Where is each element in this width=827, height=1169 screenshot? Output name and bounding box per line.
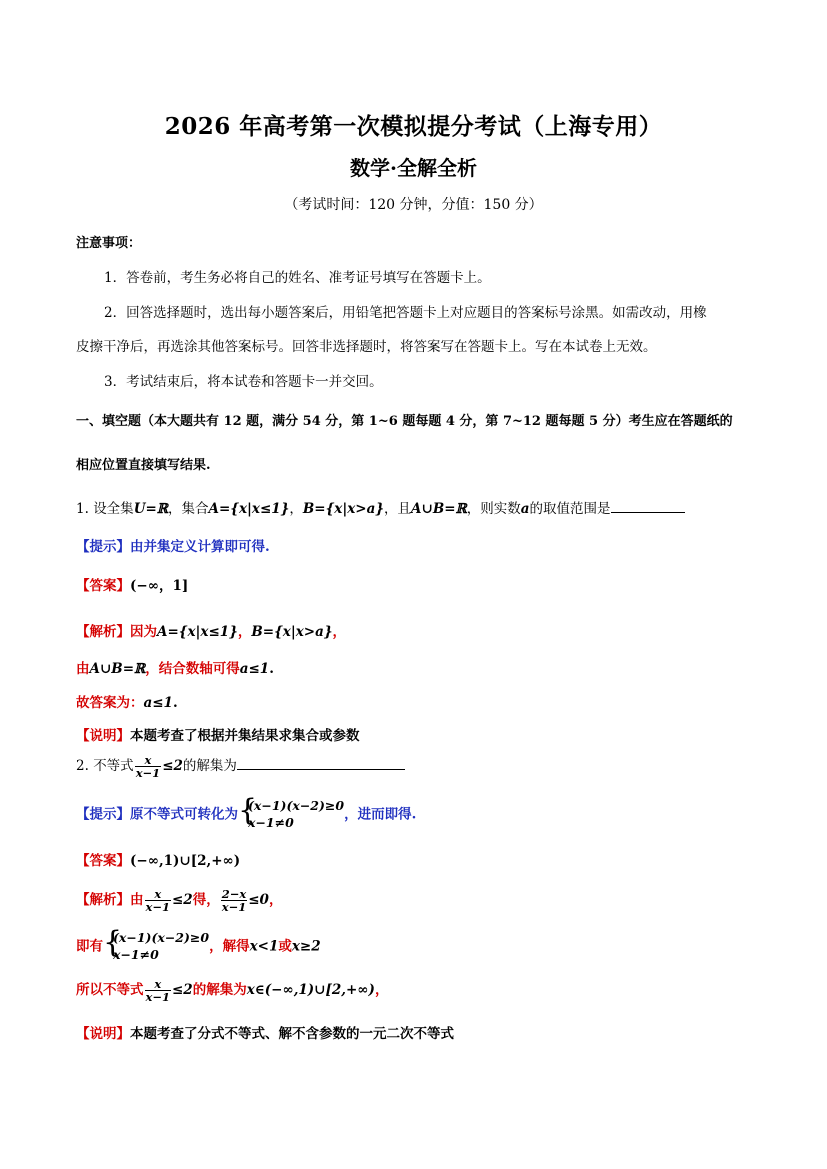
q1-math-var: a [520,501,530,517]
q2-analysis-text: ，解得 [209,938,250,955]
exam-meta: （考试时间：120 分钟，分值：150 分） [284,197,543,213]
q2-hint-system [238,793,345,832]
q2-analysis-math: x≥2 [291,938,321,955]
page-subtitle: 数学·全解全析 [350,156,477,180]
q1-analysis-math: A={x|x≤1} [157,624,238,640]
system-row: x−1≠0 [113,946,159,962]
fraction-denominator: x−1 [145,990,170,1005]
q2-note [76,1022,454,1042]
q2-note-text: 本题考查了分式不等式、解不含参数的一元二次不等式 [130,1026,454,1042]
q2-text: 不等式 [93,758,134,775]
question-2 [76,754,405,779]
q2-answer [76,849,240,869]
q2-analysis-text: 得， [192,892,220,909]
q1-math-a: A={x|x≤1} [208,501,290,517]
q1-analysis-text: 故答案为： [76,695,144,711]
q1-math-b: B={x|x>a} [302,501,385,517]
q2-hint-text: ，进而即得. [344,806,417,823]
q2-analysis-fraction [145,888,172,913]
q1-text: ，则实数 [466,501,521,517]
q2-hint [76,793,417,832]
q1-math-union: A∪B=ℝ [411,501,467,517]
system-row: x−1≠0 [248,814,294,830]
q1-text: 设全集 [93,501,134,517]
q1-text: ，集合 [168,501,209,517]
q2-answer-blank[interactable] [237,756,405,770]
q2-analysis-text: ， [268,892,283,909]
q2-analysis-math: ≤2 [172,982,193,999]
q1-analysis-math: a≤1 [143,695,173,711]
answer-label: 【答案】 [76,578,130,594]
q1-number: 1. [76,501,89,517]
q1-analysis-text: ，结合数轴可得 [145,661,240,677]
q2-analysis-text: 的解集为 [192,982,247,999]
system-row: (x−1)(x−2)≥0 [248,798,345,813]
q1-text: ，且 [384,501,412,517]
q2-analysis-text: 即有 [76,938,103,955]
brace-icon: { [103,925,123,960]
q1-analysis-text: 由 [76,661,90,677]
brace-icon: { [238,793,258,828]
q2-fraction [135,754,162,779]
q1-analysis-text: ， [332,624,347,640]
q2-analysis-math: ≤2 [172,892,193,909]
system-row: (x−1)(x−2)≥0 [113,930,210,945]
q2-text: 的解集为 [182,758,237,775]
q2-analysis-3 [76,978,388,1003]
q1-analysis-2 [76,657,274,677]
hint-label: 【提示】 [76,806,130,823]
fraction-denominator: x−1 [221,900,247,915]
q1-analysis-3 [76,691,178,711]
q1-analysis-math: B={x|x>a} [251,624,333,640]
fraction-denominator: x−1 [135,766,161,781]
q2-analysis-system [103,925,210,964]
analysis-label: 【解析】 [76,892,130,909]
q1-analysis-math: a≤1 [239,661,270,677]
q2-analysis-math: x∈(−∞,1)∪[2,+∞) [246,982,375,999]
fraction-denominator: x−1 [145,900,170,915]
page-title: 2026 年高考第一次模拟提分考试（上海专用） [164,113,663,140]
q1-analysis-text: . [269,661,274,677]
q1-answer-blank[interactable] [611,499,685,513]
section-heading-cont: 相应位置直接填写结果. [76,458,211,473]
q1-analysis-1 [76,620,346,640]
q1-math-u: U=ℝ [133,501,168,517]
fraction-numerator: x [144,753,152,767]
q1-analysis-text: ， [237,624,252,640]
q1-analysis-text: . [172,695,178,711]
q2-analysis-math: ≤0 [248,892,269,909]
q2-analysis-text: ， [374,982,389,999]
q1-text: 的取值范围是 [529,501,611,517]
q2-analysis-math: x<1 [249,938,279,955]
notice-item-2-cont: 皮擦干净后，再选涂其他答案标号。回答非选择题时，将答案写在答题卡上。写在本试卷上无效。 [76,339,657,355]
hint-label: 【提示】 [76,539,130,555]
q1-hint [76,535,270,555]
section-heading: 一、填空题（本大题共有 12 题，满分 54 分，第 1~6 题每题 4 分，第 7~12 题每题 5 分）考生应在答题纸的 [76,414,733,429]
notice-item-1: 1．答卷前，考生务必将自己的姓名、准考证号填写在答题卡上。 [104,270,491,286]
q2-analysis-1 [76,888,282,913]
q1-answer-value: (−∞，1] [130,578,189,594]
q1-hint-text: 由并集定义计算即可得. [130,539,270,555]
q2-answer-value: (−∞,1)∪[2,+∞) [130,853,241,869]
answer-label: 【答案】 [76,853,130,869]
fraction-numerator: x [154,977,162,991]
analysis-label: 【解析】 [76,624,130,640]
q2-analysis-fraction [145,978,172,1003]
q1-text: ， [289,501,303,517]
notice-heading: 注意事项： [76,236,142,251]
q2-number: 2. [76,758,89,775]
q2-relation: ≤2 [162,758,183,775]
note-label: 【说明】 [76,1026,130,1042]
fraction-numerator: x [154,887,162,901]
q1-note-text: 本题考查了根据并集结果求集合或参数 [130,728,360,744]
note-label: 【说明】 [76,728,130,744]
q2-analysis-text: 或 [278,938,292,955]
question-1 [76,497,685,517]
q2-analysis-text: 由 [130,892,144,909]
q2-hint-text: 原不等式可转化为 [130,806,238,823]
notice-item-2: 2．回答选择题时，选出每小题答案后，用铅笔把答题卡上对应题目的答案标号涂黑。如需改动，用橡 [104,305,707,321]
q1-answer [76,574,188,594]
q2-analysis-2 [76,925,321,964]
notice-item-3: 3．考试结束后，将本试卷和答题卡一并交回。 [104,374,383,390]
q1-analysis-math: A∪B=ℝ [89,661,146,677]
q1-note [76,724,360,744]
q1-analysis-text: 因为 [130,624,157,640]
q2-analysis-fraction [221,888,248,913]
fraction-numerator: 2−x [221,887,247,901]
q2-analysis-text: 所以不等式 [76,982,144,999]
